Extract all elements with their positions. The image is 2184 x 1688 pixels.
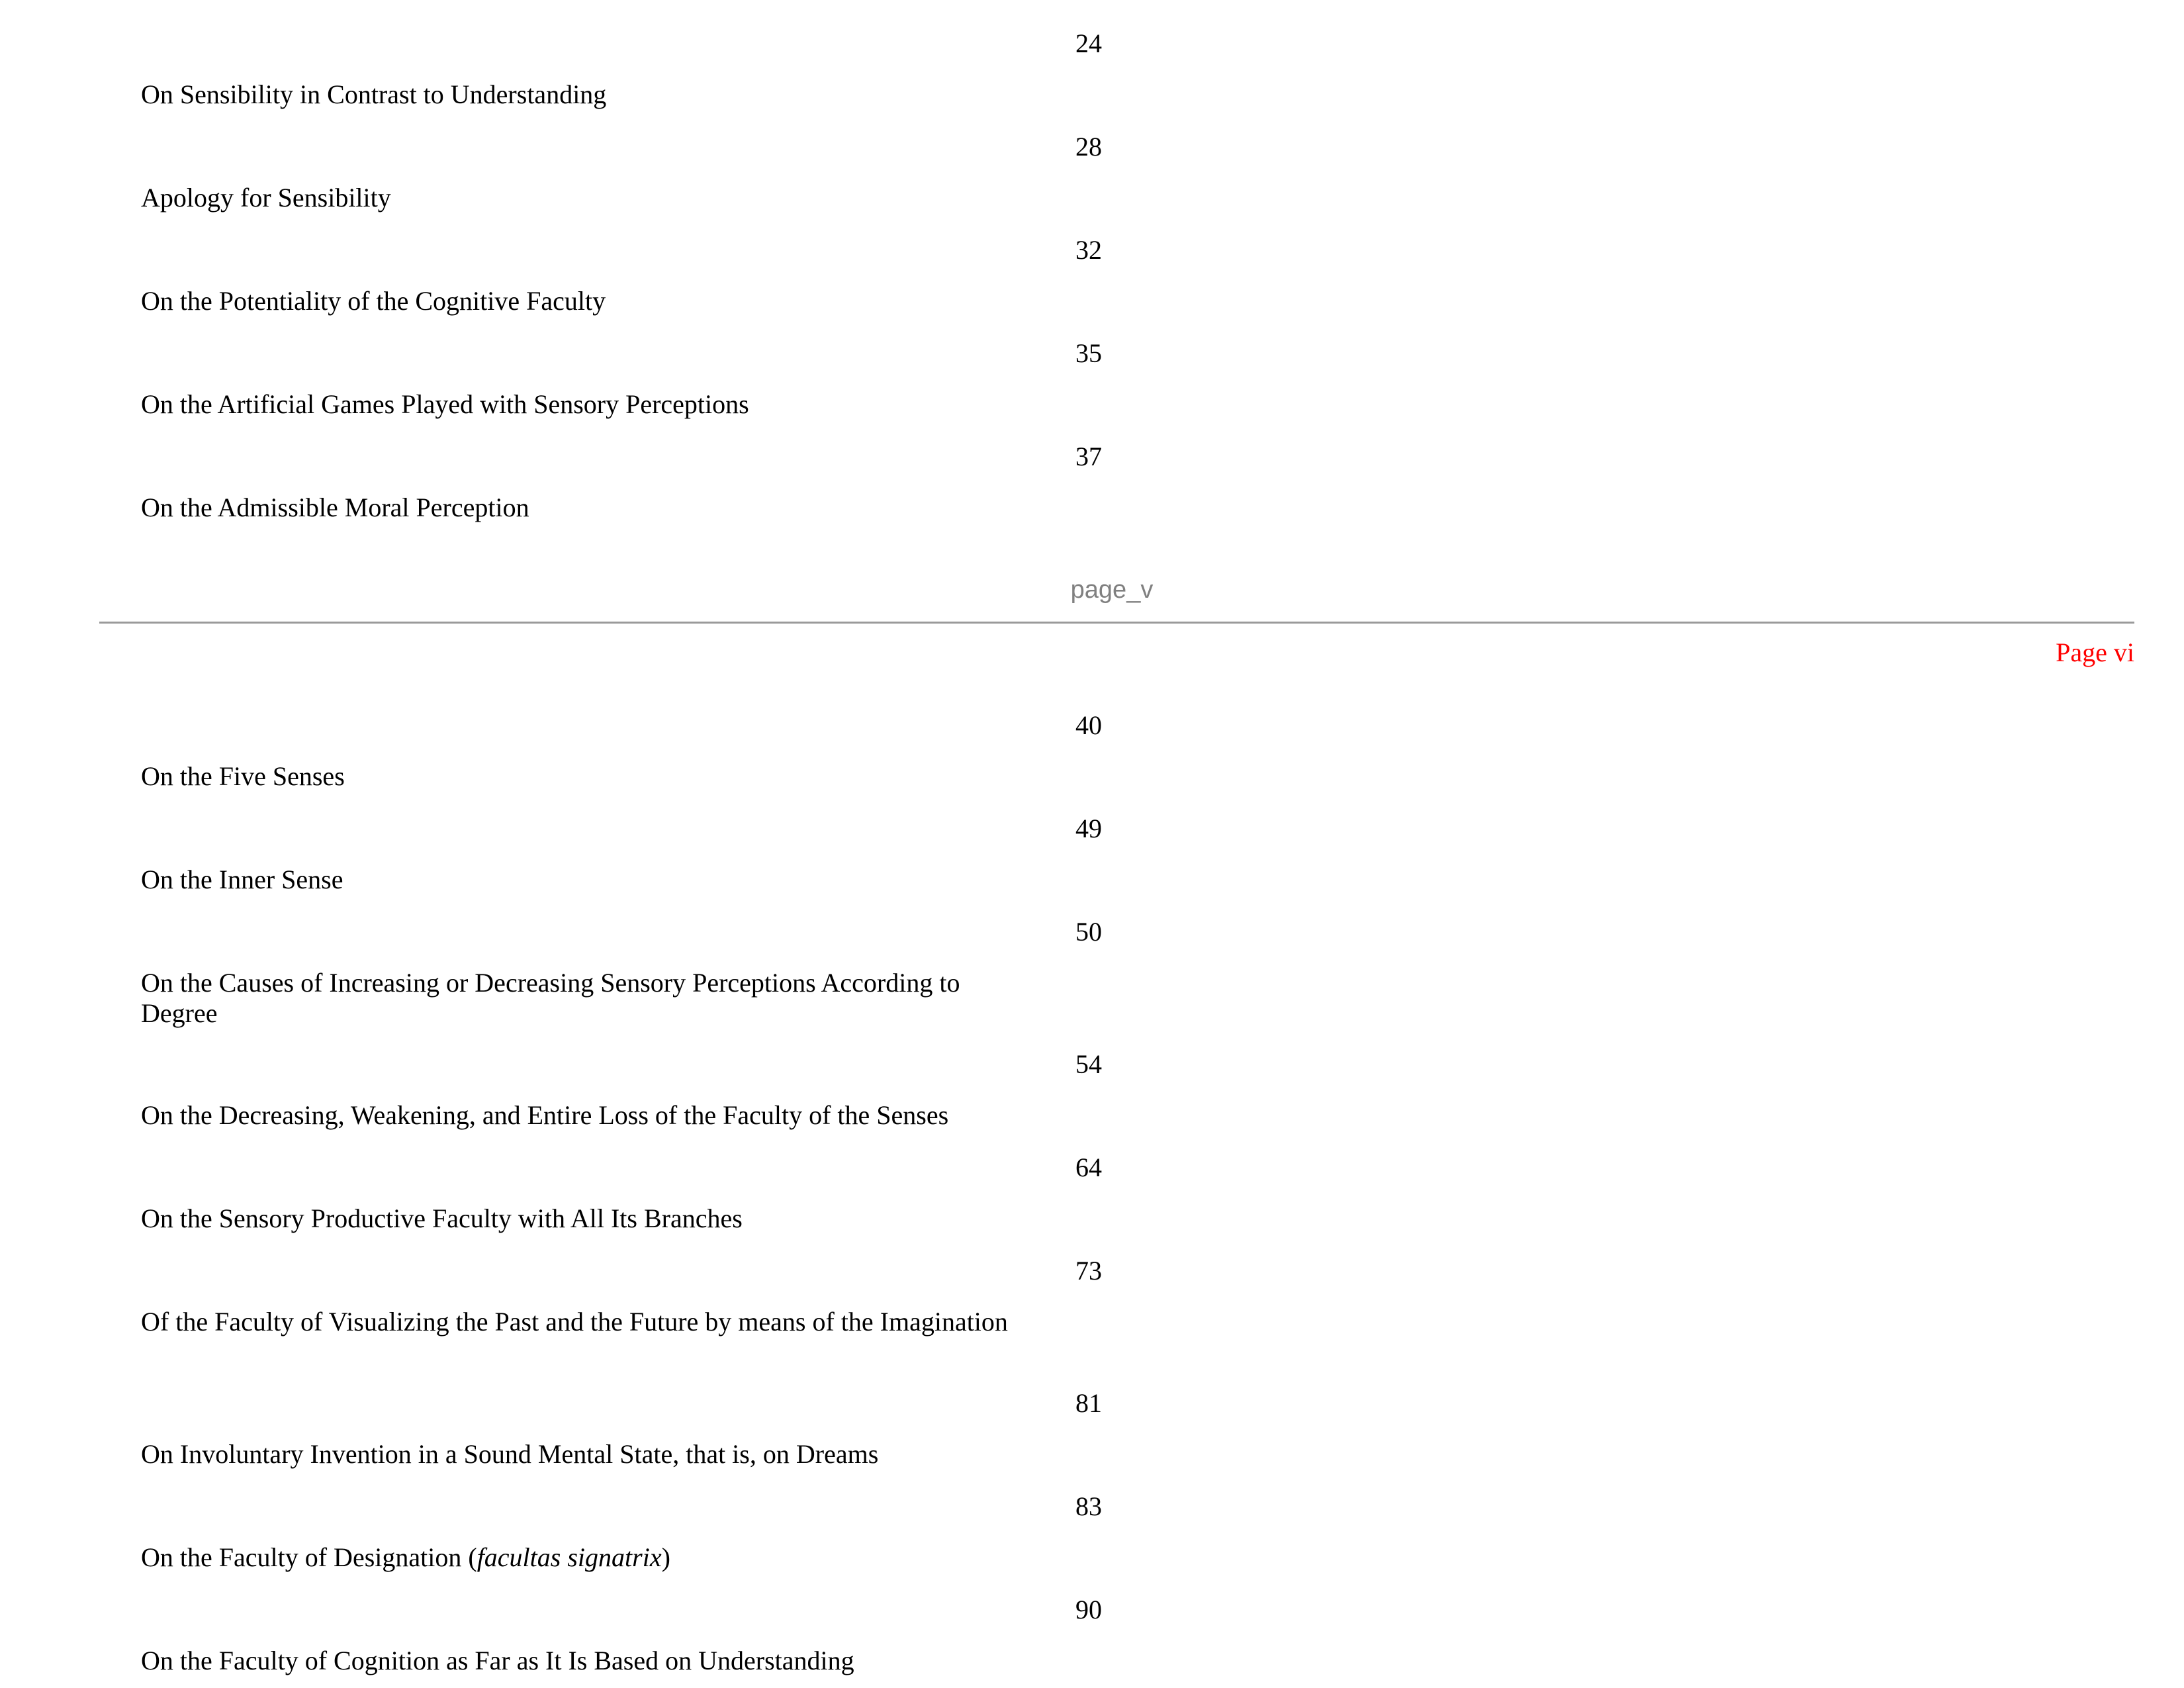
toc-entry-latin-term: facultas signatrix (477, 1542, 662, 1572)
toc-entry-title: On the Inner Sense (141, 865, 343, 894)
toc-page-number: 73 (1075, 1256, 1102, 1286)
paren-open: ( (461, 1542, 477, 1572)
toc-entry-title-text: On the Faculty of Designation (141, 1542, 462, 1572)
toc-entry-title: On the Causes of Increasing or Decreasing Sensory Perceptions According to Degree (141, 968, 960, 1028)
toc-page-number: 81 (1075, 1388, 1102, 1418)
toc-entry-title (141, 1542, 1041, 1573)
page-divider (99, 622, 2134, 624)
toc-page-number: 37 (1075, 442, 1102, 471)
page-break-marker: page_v (1070, 576, 1154, 604)
toc-entry-title: On the Artificial Games Played with Sensory Perceptions (141, 389, 749, 419)
toc-page-number: 24 (1075, 28, 1102, 58)
toc-entry-title: On the Five Senses (141, 761, 345, 791)
toc-page-number: 40 (1075, 710, 1102, 740)
toc-entry-title: Apology for Sensibility (141, 183, 391, 212)
toc-page-number: 83 (1075, 1491, 1102, 1521)
toc-entry-title: On Involuntary Invention in a Sound Mental State, that is, on Dreams (141, 1439, 879, 1469)
toc-page-number: 35 (1075, 338, 1102, 368)
toc-entry-title: On Sensibility in Contrast to Understanding (141, 79, 607, 109)
toc-entry-title: On the Faculty of Cognition as Far as It Is Based on Understanding (141, 1646, 854, 1675)
toc-entry-title: On the Sensory Productive Faculty with All Its Branches (141, 1203, 743, 1233)
toc-page-number: 49 (1075, 814, 1102, 843)
toc-entry-title: On the Admissible Moral Perception (141, 492, 529, 522)
toc-page-number: 50 (1075, 917, 1102, 947)
toc-entry-title: Of the Faculty of Visualizing the Past and the Future by means of the Imagination (141, 1307, 1008, 1336)
paren-close: ) (661, 1542, 670, 1572)
toc-page-number: 90 (1075, 1595, 1102, 1624)
toc-page-number: 28 (1075, 132, 1102, 162)
toc-entry-title: On the Decreasing, Weakening, and Entire Loss of the Faculty of the Senses (141, 1100, 949, 1130)
toc-page-number: 32 (1075, 235, 1102, 265)
toc-page-number: 64 (1075, 1152, 1102, 1182)
toc-entry-title: On the Potentiality of the Cognitive Faculty (141, 286, 606, 316)
page-label: Page vi (2056, 637, 2134, 667)
toc-page-number: 54 (1075, 1049, 1102, 1079)
